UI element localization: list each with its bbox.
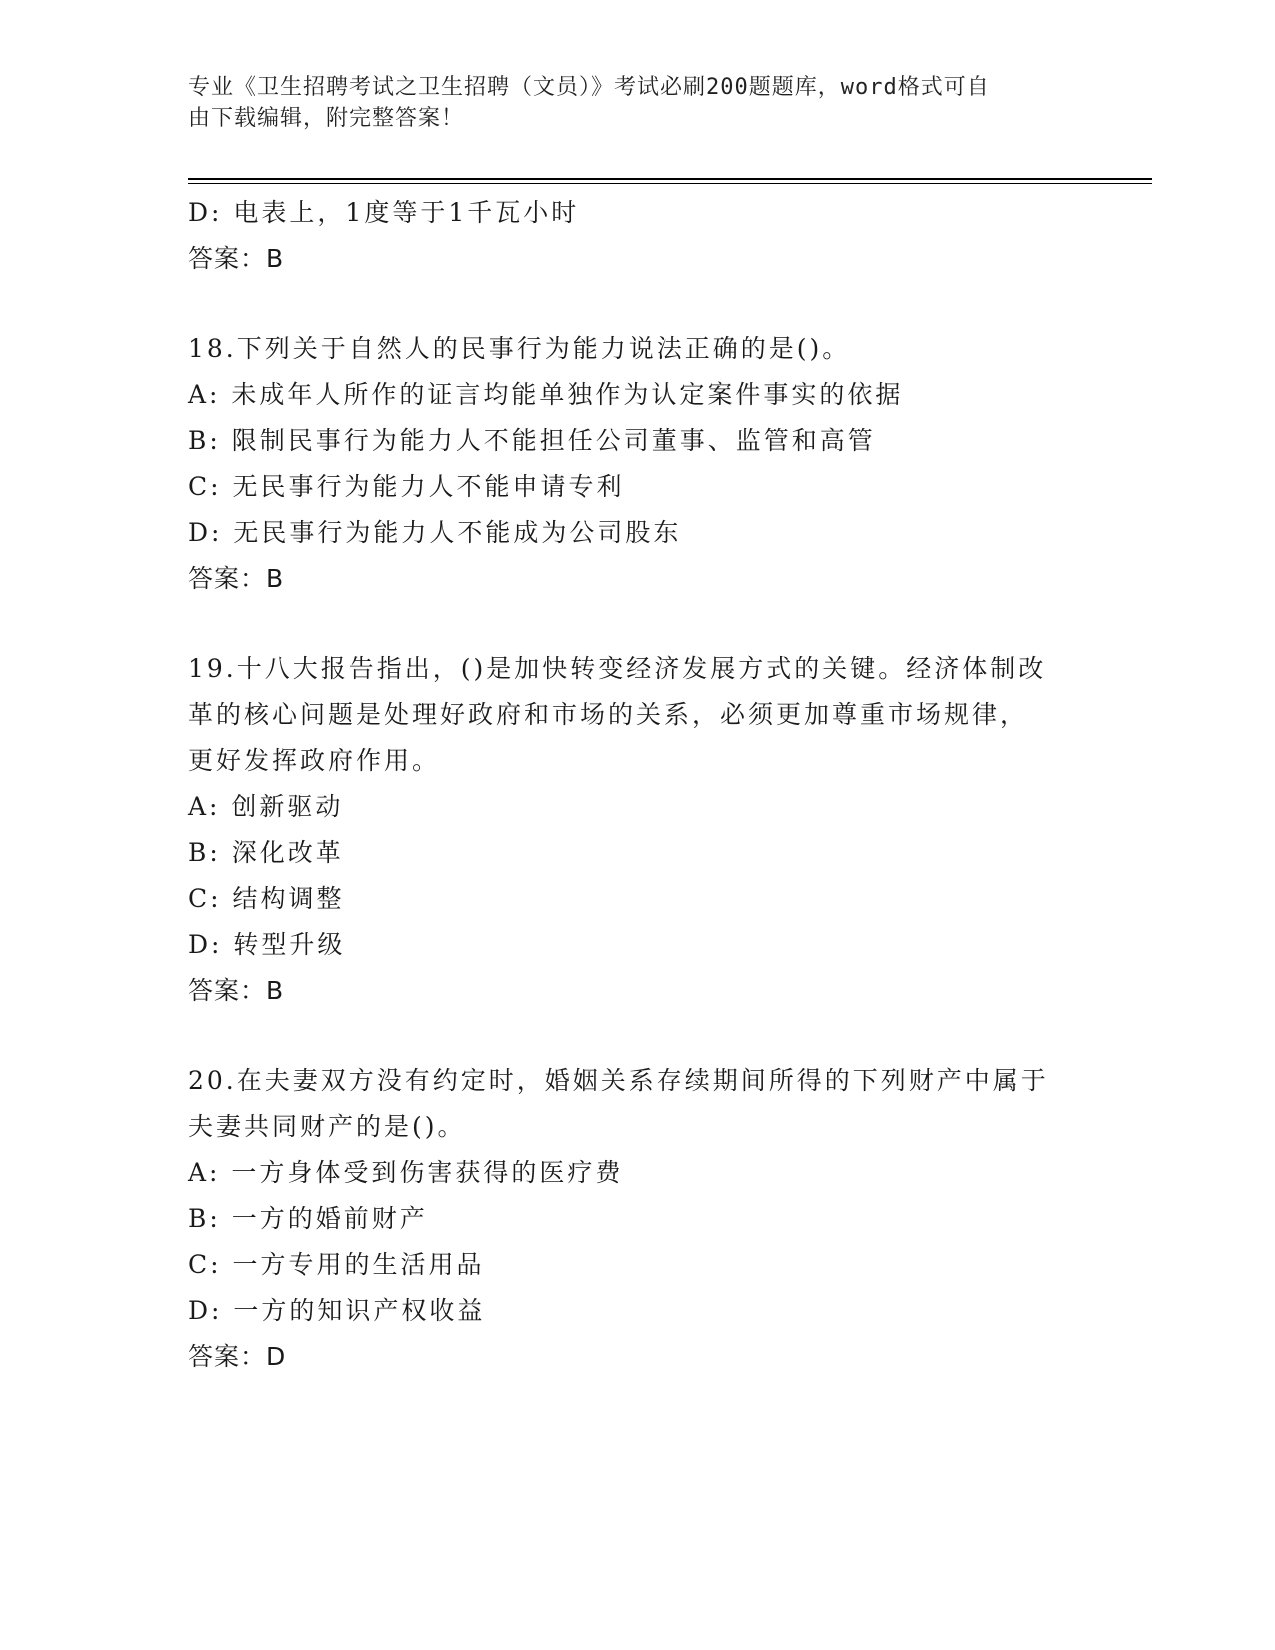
question-stem-line-1: 19.十八大报告指出，()是加快转变经济发展方式的关键。经济体制改: [188, 654, 1047, 683]
option-d: D: 一方的知识产权收益: [188, 1296, 486, 1325]
question-stem-line-1: 20.在夫妻双方没有约定时，婚姻关系存续期间所得的下列财产中属于: [188, 1066, 1049, 1095]
question-19: [188, 646, 1088, 1014]
question-stem-line-3: 更好发挥政府作用。: [188, 746, 441, 775]
option-c: C: 一方专用的生活用品: [188, 1250, 485, 1279]
option-c: C: 结构调整: [188, 884, 345, 913]
option-a: A: 未成年人所作的证言均能单独作为认定案件事实的依据: [188, 380, 904, 409]
answer: 答案：B: [188, 564, 285, 593]
option-d: D: 转型升级: [188, 930, 346, 959]
document-header: [188, 72, 1068, 134]
option-b: B: 限制民事行为能力人不能担任公司董事、监管和高管: [188, 426, 876, 455]
answer: 答案：D: [188, 1342, 287, 1371]
option-b: B: 深化改革: [188, 838, 344, 867]
header-line-2: 由下载编辑，附完整答案！: [188, 106, 465, 131]
question-stem-line-2: 革的核心问题是处理好政府和市场的关系，必须更加尊重市场规律，: [188, 700, 1029, 729]
option-a: A: 创新驱动: [188, 792, 344, 821]
option-c: C: 无民事行为能力人不能申请专利: [188, 472, 625, 501]
option-d: D: 无民事行为能力人不能成为公司股东: [188, 518, 682, 547]
answer: 答案：B: [188, 976, 285, 1005]
prev-answer: 答案：B: [188, 244, 285, 273]
question-20: [188, 1058, 1088, 1380]
header-rule-thin: [188, 183, 1152, 184]
header-line-1: 专业《卫生招聘考试之卫生招聘（文员）》考试必刷200题题库，word格式可自: [188, 75, 990, 100]
document-body: [188, 190, 1088, 1380]
header-rule-thick: [188, 178, 1152, 180]
question-stem: 18.下列关于自然人的民事行为能力说法正确的是()。: [188, 334, 851, 363]
option-b: B: 一方的婚前财产: [188, 1204, 428, 1233]
option-a: A: 一方身体受到伤害获得的医疗费: [188, 1158, 624, 1187]
question-stem-line-2: 夫妻共同财产的是()。: [188, 1112, 466, 1141]
question-18: [188, 326, 1088, 602]
prev-option-d: D: 电表上，1度等于1千瓦小时: [188, 198, 580, 227]
